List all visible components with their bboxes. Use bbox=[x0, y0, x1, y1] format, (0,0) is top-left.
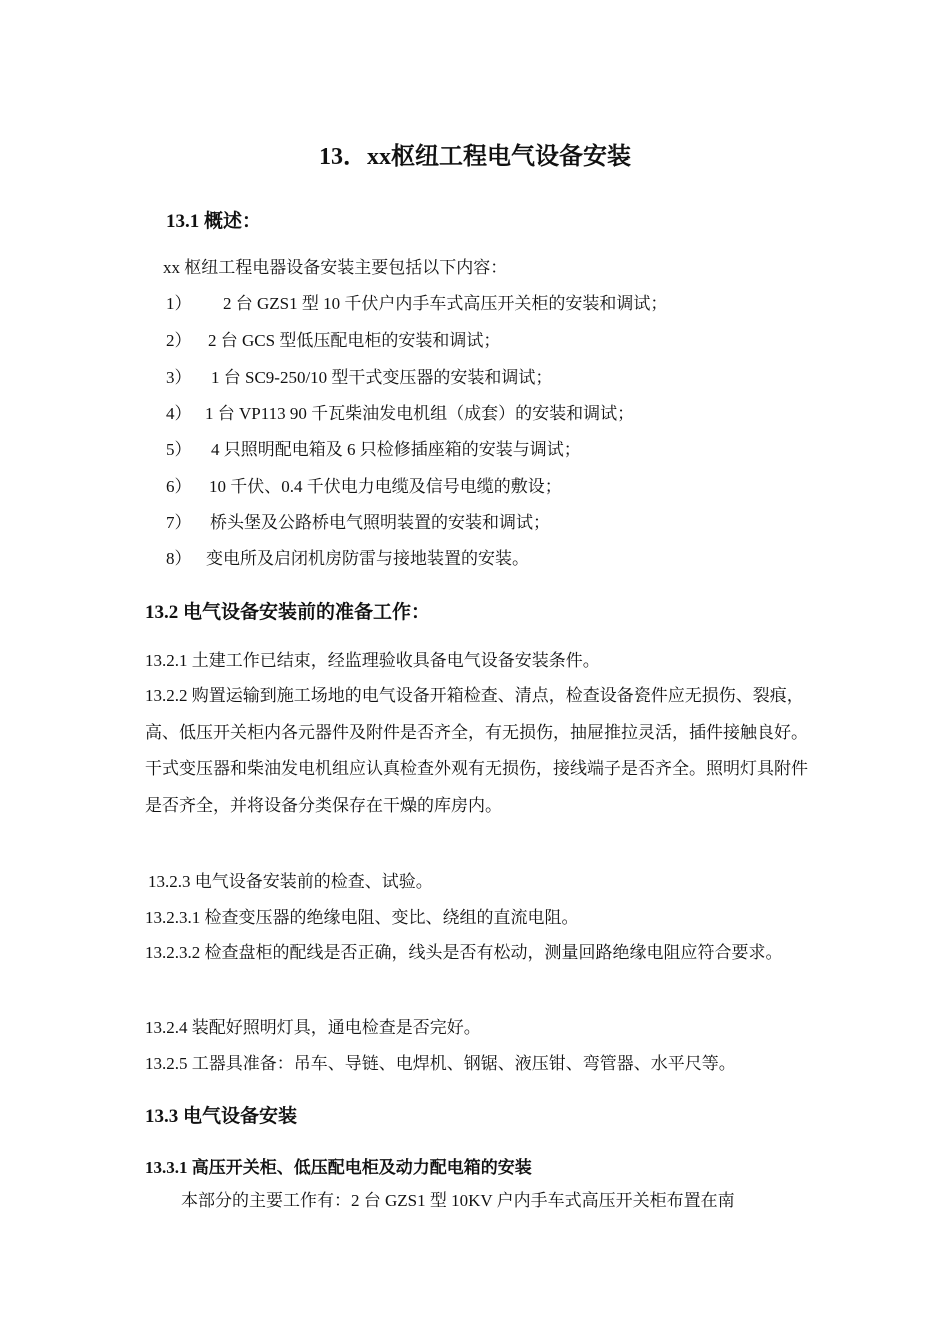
paragraph-13-2-3-2: 13.2.3.2 检查盘柜的配线是否正确，线头是否有松动，测量回路绝缘电阻应符合要求。 bbox=[145, 943, 783, 962]
list-item-6 bbox=[166, 476, 562, 498]
list-item-number: 7） bbox=[166, 513, 192, 532]
paragraph-13-2-5: 13.2.5 工器具准备：吊车、导链、电焊机、钢锯、液压钳、弯管器、水平尺等。 bbox=[145, 1054, 736, 1073]
list-item-text: 1 台 SC9-250/10 型干式变压器的安装和调试； bbox=[211, 368, 553, 387]
list-item-number: 2） bbox=[166, 331, 192, 350]
paragraph-13-2-2: 13.2.2 购置运输到施工场地的电气设备开箱检查、清点，检查设备瓷件应无损伤、裂痕，高、低压开关柜内各元器件及附件是否齐全，有无损伤，抽屉推拉灵活，插件接触良好。干式变压器和柴油发电机组应认真检查外观有无损伤，接线端子是否齐全。照明灯具附件是否齐全，并将设备分类保存在干燥的库房内。 bbox=[145, 686, 808, 815]
list-item-number: 8） bbox=[166, 549, 192, 568]
paragraph-13-2-3-1: 13.2.3.1 检查变压器的绝缘电阻、变比、绕组的直流电阻。 bbox=[145, 908, 579, 927]
list-item-number: 5） bbox=[166, 440, 192, 459]
list-item-5 bbox=[166, 439, 581, 461]
list-item-number: 3） bbox=[166, 368, 192, 387]
paragraph-13-2-3: 13.2.3 电气设备安装前的检查、试验。 bbox=[148, 872, 433, 891]
list-item-number: 4） bbox=[166, 404, 192, 423]
list-item-4 bbox=[166, 403, 634, 425]
list-item-text: 4 只照明配电箱及 6 只检修插座箱的安装与调试； bbox=[211, 440, 581, 459]
list-item-text: 桥头堡及公路桥电气照明装置的安装和调试； bbox=[210, 513, 550, 532]
section-13-3-1-heading: 13.3.1 高压开关柜、低压配电柜及动力配电箱的安装 bbox=[145, 1158, 532, 1177]
section-13-2-heading: 13.2 电气设备安装前的准备工作： bbox=[145, 602, 431, 623]
list-item-number: 6） bbox=[166, 477, 192, 496]
section-13-1-heading: 13.1 概述： bbox=[166, 211, 262, 232]
list-item-3 bbox=[166, 367, 552, 389]
paragraph-13-3-1: 本部分的主要工作有：2 台 GZS1 型 10KV 户内手车式高压开关柜布置在南 bbox=[181, 1191, 735, 1210]
list-item-number: 1） bbox=[166, 294, 192, 313]
list-item-text: 2 台 GZS1 型 10 千伏户内手车式高压开关柜的安装和调试； bbox=[223, 294, 668, 313]
list-item-8 bbox=[166, 548, 529, 570]
list-item-2 bbox=[166, 330, 500, 352]
list-item-7 bbox=[166, 512, 550, 534]
list-item-1 bbox=[166, 293, 667, 315]
list-item-text: 变电所及启闭机房防雷与接地装置的安装。 bbox=[206, 549, 529, 568]
list-item-text: 2 台 GCS 型低压配电柜的安装和调试； bbox=[208, 331, 501, 350]
document-title: 13．xx枢纽工程电气设备安装 bbox=[319, 144, 631, 170]
list-item-text: 10 千伏、0.4 千伏电力电缆及信号电缆的敷设； bbox=[209, 477, 562, 496]
paragraph-13-2-1: 13.2.1 土建工作已结束，经监理验收具备电气设备安装条件。 bbox=[145, 651, 600, 670]
section-13-3-heading: 13.3 电气设备安装 bbox=[145, 1106, 298, 1127]
list-item-text: 1 台 VP113 90 千瓦柴油发电机组（成套）的安装和调试； bbox=[205, 404, 635, 423]
paragraph-13-2-4: 13.2.4 装配好照明灯具，通电检查是否完好。 bbox=[145, 1018, 481, 1037]
section-13-1-intro: xx 枢纽工程电器设备安装主要包括以下内容： bbox=[163, 258, 508, 277]
